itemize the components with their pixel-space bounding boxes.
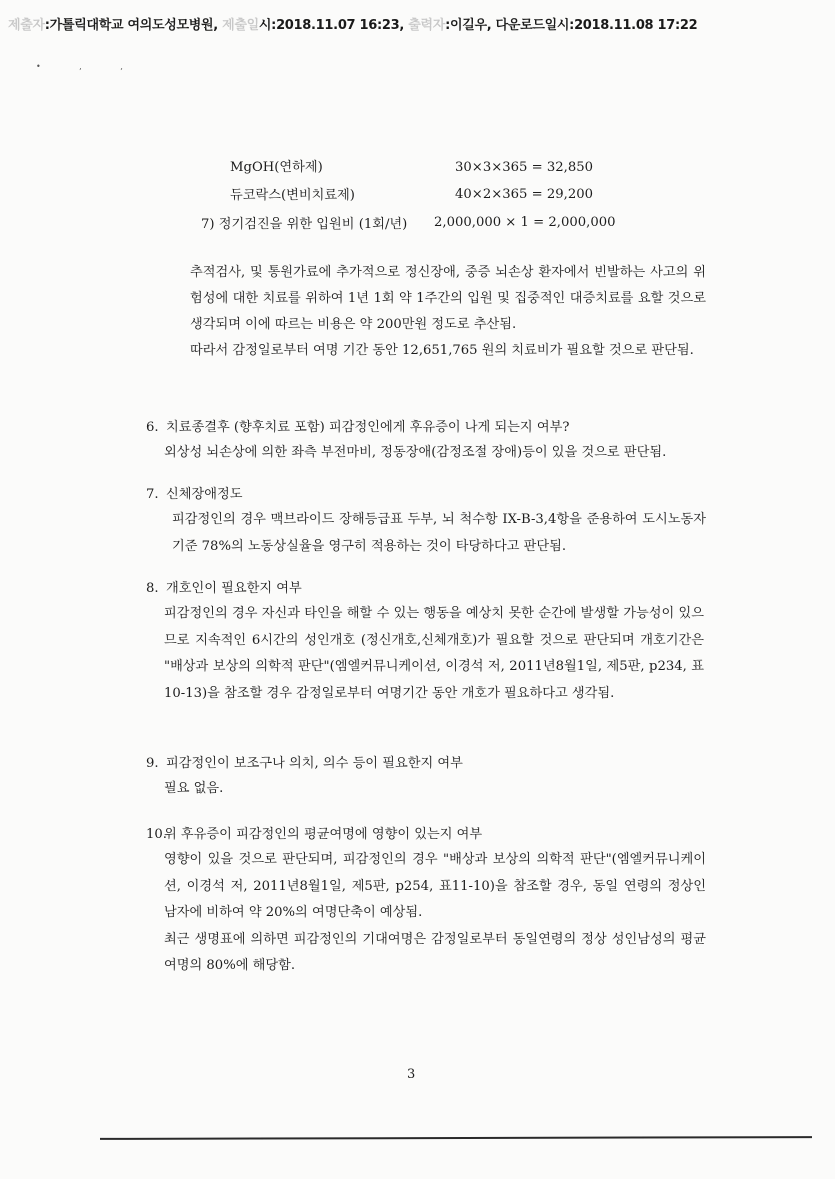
download-date-value: 시:2018.11.08 17:22 bbox=[556, 18, 698, 33]
medication-formula-2: 40×2×365 = 29,200 bbox=[455, 187, 594, 202]
medication-name-2: 듀코락스(변비치료제) bbox=[230, 188, 355, 203]
section-title: 개호인이 필요한지 여부 bbox=[166, 581, 302, 596]
section-title: 치료종결후 (향후치료 포함) 피감정인에게 후유증이 나게 되는지 여부? bbox=[166, 420, 570, 435]
scan-marks: • , , bbox=[36, 62, 141, 71]
section-10 bbox=[146, 823, 706, 980]
section-number: 6. bbox=[146, 420, 159, 435]
item7-label: 7) 정기검진을 위한 입원비 (1회/년) bbox=[201, 217, 408, 232]
section-title: 신체장애정도 bbox=[166, 487, 243, 502]
section-number: 8. bbox=[146, 581, 159, 596]
section-title: 피감정인이 보조구나 의치, 의수 등이 필요한지 여부 bbox=[166, 756, 463, 771]
section-body: 외상성 뇌손상에 의한 좌측 부전마비, 정동장애(감정조절 장애)등이 있을 것으로 판단됨. bbox=[164, 445, 667, 460]
submitter-label: 제출자 bbox=[8, 18, 45, 33]
page-number: 3 bbox=[407, 1067, 416, 1082]
medication-name-1: MgOH(연하제) bbox=[230, 160, 323, 175]
printer-label: 출력자 bbox=[408, 18, 446, 33]
paragraph-1: 추적검사, 및 통원가료에 추가적으로 정신장애, 중증 뇌손상 환자에서 빈발하는 사고의 위험성에 대한 치료를 위하여 1년 1회 약 1주간의 입원 및 집중적인 대증치료를 요할 것으로 생각되며 이에 따르는 비용은 약 200만원 정도로 추산됨. bbox=[190, 265, 706, 332]
submit-date-value: 시:2018.11.07 16:23, bbox=[258, 18, 409, 33]
section-6 bbox=[146, 416, 711, 467]
section-body: 피감정인의 경우 맥브라이드 장해등급표 두부, 뇌 척수항 IX-B-3,4항을 준용하여 도시노동자 기준 78%의 노동상실율을 영구히 적용하는 것이 타당하다고 판단됨. bbox=[172, 512, 706, 554]
section-number: 7. bbox=[146, 487, 159, 502]
item7-formula: 2,000,000 × 1 = 2,000,000 bbox=[434, 215, 616, 230]
bottom-rule bbox=[100, 1136, 812, 1140]
treatment-cost-paragraph bbox=[190, 260, 706, 364]
section-body: 최근 생명표에 의하면 피감정인의 기대여명은 감정일로부터 동일연령의 정상 성인남성의 평균여명의 80%에 해당함. bbox=[164, 931, 706, 973]
section-8 bbox=[146, 577, 704, 707]
section-9 bbox=[146, 752, 706, 803]
section-body: 피감정인의 경우 자신과 타인을 해할 수 있는 행동을 예상치 못한 순간에 발생할 가능성이 있으므로 지속적인 6시간의 성인개호 (정신개호,신체개호)가 필요할 것으로 판단되며 개호기간은 "배상과 보상의 의학적 판단"(엠엘커뮤니케이션, 이경석 저, 2011년8월1일, 제5판, p234, 표10-13)을 참조할 경우 감정일로부터 여명기간 동안 개호가 필요하다고 생각됨. bbox=[164, 606, 704, 701]
submitter-value: :가톨릭대학교 여의도성모병원, bbox=[44, 18, 223, 33]
paragraph-2: 따라서 감정일로부터 여명 기간 동안 12,651,765 원의 치료비가 필요할 것으로 판단됨. bbox=[190, 343, 694, 358]
submit-date-label: 제출일 bbox=[222, 18, 259, 33]
section-7 bbox=[146, 483, 706, 560]
section-body: 영향이 있을 것으로 판단되며, 피감정인의 경우 "배상과 보상의 의학적 판단"(엠엘커뮤니케이션, 이경석 저, 2011년8월1일, 제5판, p254, 표11-10)을 참조할 경우, 동일 연령의 정상인 남자에 비하여 약 20%의 여명단축이 예상됨. bbox=[164, 852, 706, 920]
section-number: 10. bbox=[146, 827, 167, 842]
section-title: 위 후유증이 피감정인의 평균여명에 영향이 있는지 여부 bbox=[164, 827, 483, 842]
section-number: 9. bbox=[146, 756, 159, 771]
section-body: 필요 없음. bbox=[164, 781, 224, 796]
download-label: 다운로드일 bbox=[495, 18, 557, 33]
printer-value: :이길우, bbox=[445, 18, 496, 33]
document-header-stamp bbox=[8, 14, 697, 33]
medication-formula-1: 30×3×365 = 32,850 bbox=[455, 160, 594, 175]
